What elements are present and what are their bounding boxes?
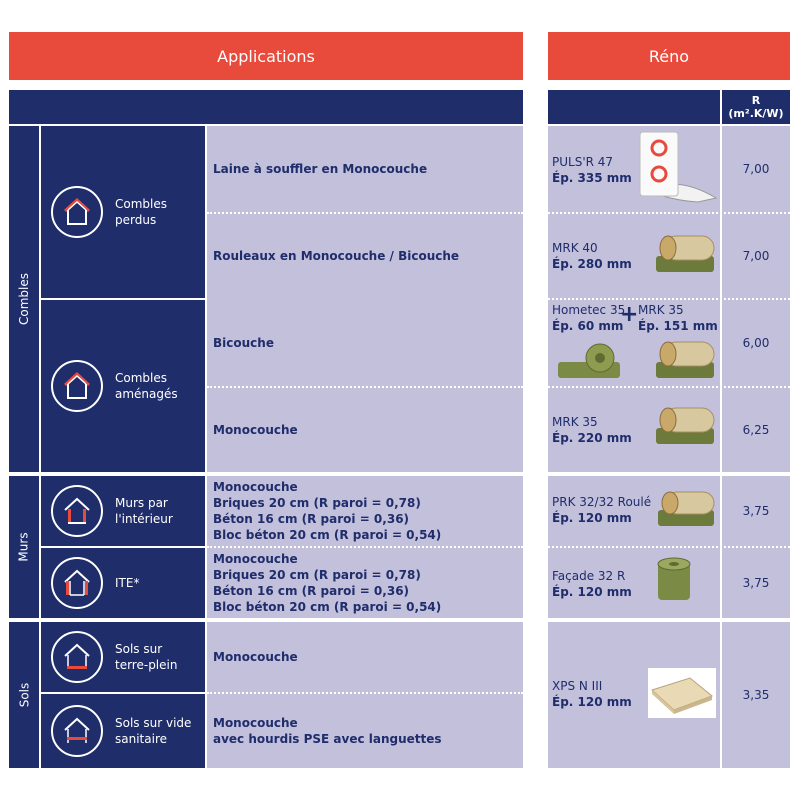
subgroup-sols-vide-sanitaire <box>41 694 205 768</box>
product-name: MRK 40 Ép. 280 mm <box>552 241 632 271</box>
subgroup-label-1: Sols sur <box>115 642 163 656</box>
subgroup-combles-perdus <box>41 126 205 298</box>
house-floor-icon <box>51 631 103 683</box>
subgroup-ite <box>41 548 205 618</box>
house-floor-icon <box>51 705 103 757</box>
r-value: 3,75 <box>742 576 770 590</box>
house-roof-icon <box>51 360 103 412</box>
product-name: Façade 32 R Ép. 120 mm <box>552 569 632 599</box>
r-value: 3,35 <box>742 688 770 702</box>
r-value: 7,00 <box>742 162 770 176</box>
subgroup-label-1: Sols sur vide <box>115 716 192 730</box>
r-value: 7,00 <box>742 249 770 263</box>
house-roof-icon <box>51 186 103 238</box>
application-text: Monocouche Briques 20 cm (R paroi = 0,78) Béton 16 cm (R paroi = 0,36) Bloc béton 20 cm (R paroi = 0,54) <box>213 552 442 614</box>
r-unit: (m².K/W) <box>728 107 784 120</box>
application-text: Monocouche <box>213 650 298 664</box>
insulation-roll-image <box>654 232 716 276</box>
reno-header: Réno <box>548 32 790 80</box>
subgroup-label-2: sanitaire <box>115 732 167 746</box>
subgroup-label-2: l'intérieur <box>115 512 173 526</box>
hometec-roll-image <box>556 340 622 384</box>
subgroup-label-1: Murs par <box>115 496 168 510</box>
insulation-roll-image <box>654 338 716 382</box>
product-name: XPS N III Ép. 120 mm <box>552 679 632 709</box>
subgroup-label-2: perdus <box>115 213 157 227</box>
row-separator <box>207 386 523 388</box>
r-label: R <box>751 94 761 107</box>
row-separator <box>207 546 523 548</box>
group-sols: Sols <box>9 622 39 768</box>
insulation-roll-image <box>656 488 716 530</box>
applications-subheader <box>9 90 523 124</box>
house-interior-wall-icon <box>51 485 103 537</box>
application-text: Bicouche <box>213 336 274 350</box>
application-text: Laine à souffler en Monocouche <box>213 162 428 176</box>
product-name: PULS'R 47 Ép. 335 mm <box>552 155 632 185</box>
house-exterior-wall-icon <box>51 557 103 609</box>
r-value: 3,75 <box>742 504 770 518</box>
subgroup-murs-interieur <box>41 476 205 546</box>
xps-board-image <box>648 668 716 718</box>
application-text: Rouleaux en Monocouche / Bicouche <box>213 249 460 263</box>
subgroup-label-2: terre-plein <box>115 658 178 672</box>
r-value: 6,25 <box>742 422 770 437</box>
insulation-roll-image <box>654 404 716 448</box>
subgroup-label-1: ITE* <box>115 576 140 590</box>
product-name: Hometec 35 Ép. 60 mm <box>552 303 626 333</box>
application-text: Monocouche avec hourdis PSE avec languettes <box>213 716 442 746</box>
group-murs: Murs <box>9 476 39 618</box>
product-name: PRK 32/32 Roulé Ép. 120 mm <box>552 495 652 525</box>
applications-header: Applications <box>9 32 523 80</box>
product-name: MRK 35 Ép. 220 mm <box>552 415 632 445</box>
r-header <box>722 90 790 124</box>
facade-roll-image <box>654 556 694 606</box>
pulsr-bag-image <box>638 130 718 206</box>
r-value: 6,00 <box>742 336 770 350</box>
subgroup-label-2: aménagés <box>115 387 178 401</box>
subgroup-label-1: Combles <box>115 197 167 211</box>
product-name-2: MRK 35 Ép. 151 mm <box>638 303 718 333</box>
subgroup-combles-amenages <box>41 300 205 472</box>
subgroup-sols-terre-plein <box>41 622 205 692</box>
group-combles: Combles <box>9 126 39 472</box>
subgroup-label-1: Combles <box>115 371 167 385</box>
reno-subheader <box>548 90 720 124</box>
application-text: Monocouche Briques 20 cm (R paroi = 0,78) Béton 16 cm (R paroi = 0,36) Bloc béton 20 cm (R paroi = 0,54) <box>213 480 442 542</box>
row-separator <box>207 212 523 214</box>
application-text: Monocouche <box>213 422 298 437</box>
plus-icon: + <box>620 302 639 327</box>
row-separator <box>207 692 523 694</box>
